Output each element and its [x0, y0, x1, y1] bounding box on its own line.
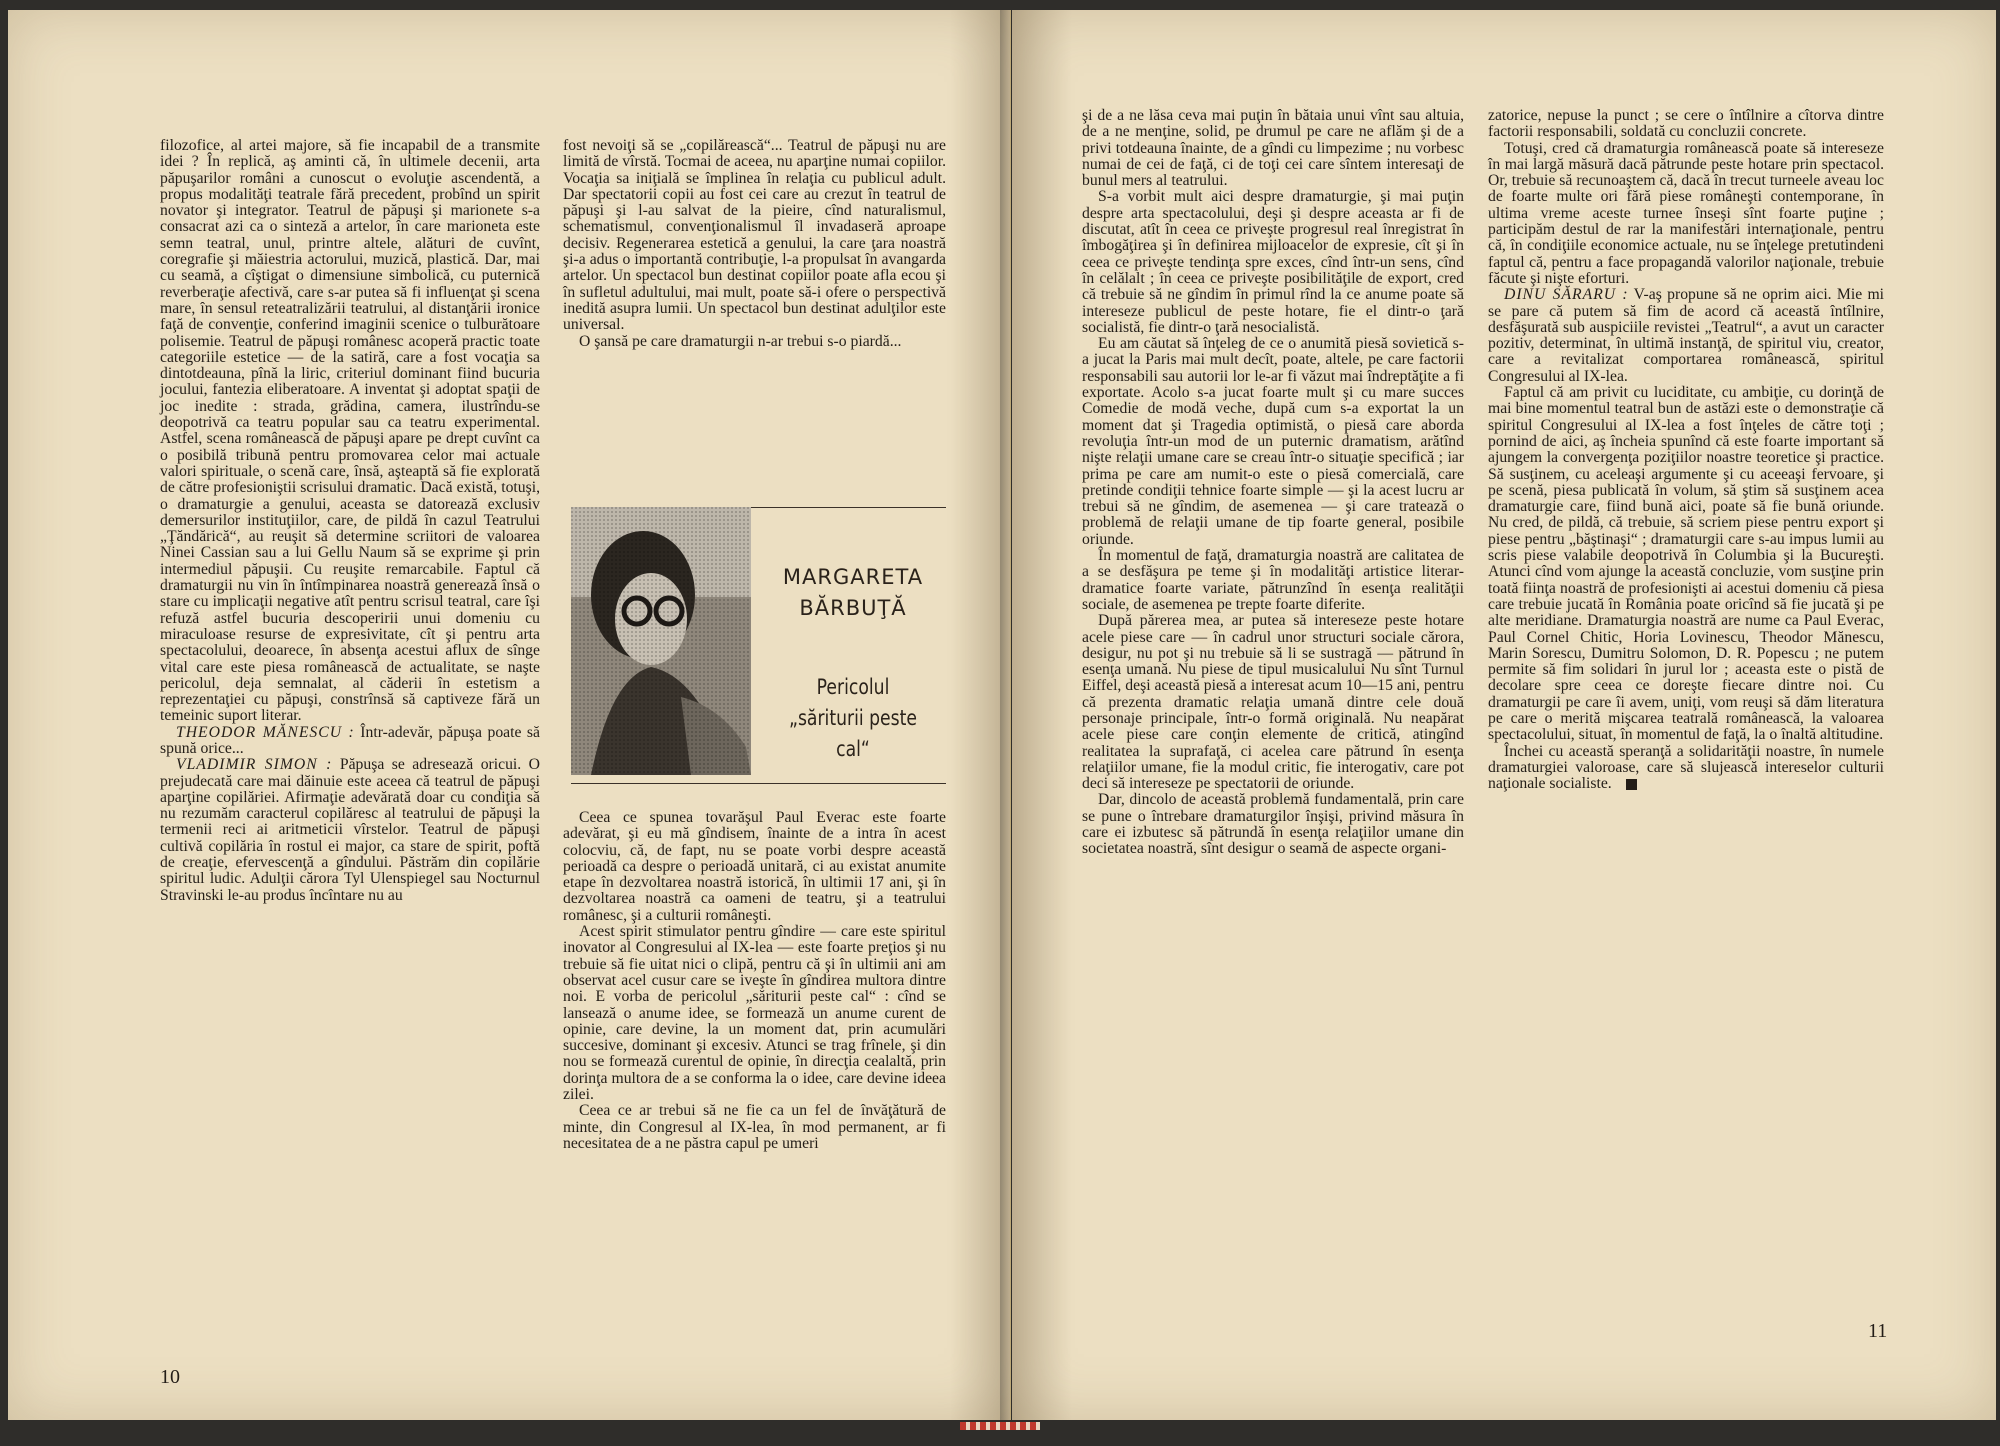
right-column-2: [1488, 108, 1884, 792]
paragraph: O şansă pe care dramaturgii n-ar trebui s-o piardă...: [579, 332, 902, 350]
fold-shadow: [1012, 10, 1072, 1420]
paragraph: În momentul de faţă, dramaturgia noastră are calitatea de a se desfăşura pe teme şi în modalităţi artistice literar-dramatice foarte variate, pătrunzînd în esenţa realităţii sociale, de asemenea pe trepte foarte diferite.: [1082, 547, 1464, 613]
paragraph: filozofice, al artei majore, să fie incapabil de a transmite idei ? În replică, aş aminti că, în ultimele decenii, arta păpuşarilor români a cunoscut o evoluţie ascendentă, a propus modalităţi teatrale fără precedent, probînd un spirit novator şi integrator. Teatrul de păpuşi şi marionete s-a consacrat azi ca o sinteză a artelor, în care marioneta este semn teatral, unul, printre altele, alături de cuvînt, coregrafie şi măiestria actorului, muzică, plastică. Dar, mai cu seamă, a cîştigat o dimensiune simbolică, cu puternică reverberaţie afectivă, care s-ar putea să fi influenţat şi scena mare, în sensul reteatralizării teatrului, al distanţării ironice faţă de convenţie, conferind imaginii scenice o tulburătoare polisemie. Teatrul de păpuşi românesc acoperă practic toate categoriile estetice — de la satiră, care a fost vocaţia sa dintotdeauna, pînă la liric, criteriul dominant fiind bucuria jocului, fantezia eliberatoare. A inventat şi adoptat spaţii de joc inedite : strada, grădina, camera, ilustrîndu-se deopotrivă ca teatru popular sau ca teatru experimental. Astfel, scena românească de păpuşi apare pe drept cuvînt ca o posibilă tribună pentru promovarea celor mai actuale valori spirituale, o scenă care, însă, aşteaptă să fie explorată de către profesioniştii scrisului dramatic. Dacă există, totuşi, o dramaturgie a genului, aceasta se datorează exclusiv demersurilor instituţiilor, care, de pildă în cazul Teatrului „Ţăndărică“, au reuşit să determine scriitori de valoarea Ninei Cassian sau a lui Gellu Naum să se exprime şi prin intermediul păpuşii. Cu reuşite remarcabile. Faptul că dramaturgii nu vin în întîmpinarea noastră generează însă o stare cu implicaţii negative atît pentru scrisul teatral, care îşi refuză astfel bucuria descoperirii unui domeniu cu miraculoase resurse de expresivitate, cît şi pentru arta spectacolului, deoarece, în absenţa acestui aflux de sînge vital care este piesa românească de actualitate, se naşte pericolul, deja semnalat, al căderii în estetism a reprezentaţiei cu păpuşi, constrînsă să captiveze fără un temeinic suport literar.: [160, 137, 540, 725]
left-column-2: [563, 138, 946, 350]
paragraph: şi de a ne lăsa ceva mai puţin în bătaia unui vînt sau altuia, de a ne menţine, solid, pe drumul pe care ne aflăm şi de a privi totdeauna înainte, de a gîndi cu limpezime ; nu vorbesc numai de cei de faţă, ci de toţi cei care sîntem interesaţi de bunul mers al teatrului.: [1082, 107, 1464, 190]
left-column-1: [160, 138, 540, 904]
left-page: [8, 10, 1011, 1420]
portrait-image: [571, 507, 751, 775]
left-column-3: [563, 810, 946, 1152]
paragraph: Ceea ce ar trebui să ne fie ca un fel de învăţătură de minte, din Congresul al IX-lea, în mod permanent, ar fi necesitatea de a ne păstra capul pe umeri: [563, 1102, 946, 1152]
paragraph: Eu am căutat să înţeleg de ce o anumită piesă sovietică s-a jucat la Paris mai mult decît, poate, altele, pe care factorii responsabili sau autorii lor le-ar fi văzut mai îndreptăţite a fi exportate. Acolo s-a jucat foarte mult şi cu mare succes Comedie de modă veche, după cum s-a exportat la un moment dat şi Tragedia optimistă, o piesă care aborda revoluţia într-un mod de un puternic dramatism, arătînd nişte relaţii umane care se creau într-o situaţie specifică ; iar prima pe care am numit-o este o piesă comercială, care pretinde condiţii tehnice foarte simple — şi la acest lucru ar trebui să ne gîndim, de asemenea — şi care tratează o problemă de relaţii umane de tip foarte general, posibile oriunde.: [1082, 335, 1464, 548]
paragraph: Dar, dincolo de această problemă fundamentală, prin care se pune o întrebare dramaturgilor înşişi, privind măsura în care ei izbutesc să pătrundă în esenţa relaţiilor umane din societatea noastră, sînt desigur o seamă de aspecte organi-: [1082, 791, 1464, 858]
author-portrait-photo: [571, 507, 751, 775]
right-page: [1012, 10, 1996, 1420]
speaker-name: VLADIMIR SIMON :: [176, 756, 333, 774]
article-heading: [758, 562, 948, 765]
article-bottom-rule: [571, 783, 946, 784]
paragraph: [1488, 287, 1884, 385]
article-title-line-1: Pericolul: [816, 675, 890, 699]
end-of-article-mark: [1626, 779, 1637, 790]
paragraph: [160, 757, 540, 904]
page-number: 10: [160, 1366, 180, 1388]
author-name-line-2: BĂRBUŢĂ: [799, 596, 907, 620]
article-title-line-2: „săriturii peste cal“: [789, 706, 917, 761]
paragraph: S-a vorbit mult aici despre dramaturgie, şi mai puţin despre arta spectacolului, deşi şi despre aceasta ar fi de discutat, atît în ceea ce priveşte progresul real înregistrat în îmbogăţirea şi în definirea mijloacelor de expresie, cît şi în ceea ce priveşte tendinţa spre exces, cînd într-un sens, cînd în celălalt ; în ceea ce priveşte posibilităţile de export, cred că trebuie să ne gîndim în primul rînd la ce anume poate să intereseze publicul de peste hotare, fie el dintr-o ţară socialistă, fie dintr-o ţară nesocialistă.: [1082, 188, 1464, 336]
bookmark-ribbon: [960, 1422, 1040, 1430]
paragraph: [1488, 744, 1884, 793]
author-name-line-1: MARGARETA: [782, 565, 924, 589]
speaker-name: THEODOR MĂNESCU :: [176, 723, 355, 741]
paragraph: fost nevoiţi să se „copilărească“... Teatrul de păpuşi nu are limită de vîrstă. Tocmai de aceea, nu aparţine numai copiilor. Vocaţia sa iniţială se împlinea în relaţia cu publicul adult. Dar spectatorii copii au fost cei care au crezut în teatrul de păpuşi şi l-au salvat de la pieire, cînd naturalismul, schematismul, convenţionalismul îl invadaseră aproape decisiv. Regenerarea estetică a genului, la care ţara noastră şi-a adus o importantă contribuţie, l-a propulsat în avangarda artelor. Un spectacol bun destinat copiilor poate afla ecou şi în sufletul adultului, mai mult, poate să-i ofere o perspectivă inedită asupra lumii. Un spectacol bun destinat adulţilor este universal.: [563, 137, 946, 334]
paragraph: Ceea ce spunea tovarăşul Paul Everac este foarte adevărat, şi eu mă gîndisem, înainte de a intra în acest colocviu, că, de fapt, nu se poate vorbi despre această perioadă ca despre o perioadă unitară, ci au existat anumite etape în dezvoltarea noastră istorică, în ultimii 17 ani, şi în dezvoltarea noastră ca oameni de teatru, şi a teatrului românesc, şi a culturii româneşti.: [563, 809, 946, 924]
speech-text: V-aş propune să ne oprim aici. Mie mi se pare că putem să fim de acord că această întîlnire, desfăşurată sub auspiciile revistei „Teatrul“, a avut un caracter pozitiv, determinat, în ultimă instanţă, de spiritul viu, creator, care a revitalizat comportarea românească, spiritul Congresului al IX-lea.: [1488, 286, 1885, 385]
right-column-1: [1082, 108, 1464, 858]
paragraph: Faptul că am privit cu luciditate, cu ambiţie, cu dorinţă de mai bine momentul teatral bun de astăzi este o demonstraţie că spiritul Congresului al IX-lea a fost înţeles de către toţi ; pornind de aici, aş încheia spunînd că este foarte important să ajungem la convergenţa poziţiilor noastre teoretice şi practice. Să susţinem, cu aceleaşi argumente şi cu aceeaşi fervoare, şi pe scenă, piesa publicată în volum, să ştim să susţinem acea dramaturgie care, fiind bună aici, poate să fie bună oriunde. Nu cred, de pildă, că trebuie, să scriem piese pentru export şi piese pentru „băştinaşi“ ; dramaturgii care s-au impus lumii au scris piese valabile deopotrivă în Columbia şi la Bucureşti. Atunci cînd vom ajunge la această concluzie, vom susţine prin toată fiinţa noastră de profesionişti ai acestui domeniu că piesa care trebuie jucată în România poate oricînd să fie jucată şi pe alte meridiane. Dramaturgia noastră are nume ca Paul Everac, Paul Cornel Chitic, Horia Lovinescu, Theodor Mănescu, Marin Sorescu, Dumitru Solomon, D. R. Popescu ; ne putem permite să fim solidari în jurul lor ; aceasta este o pistă de decolare spre ceea ce doreşte fiecare dintre noi. Cu dramaturgii pe care îi avem, uniţi, vom reuşi să dăm literatura pe care o merită mişcarea teatrală românească, la valoarea spectacolului, situat, în momentul de faţă, la o înaltă altitudine.: [1488, 384, 1884, 744]
speech-text: Păpuşa se adresează oricui. O prejudecată care mai dăinuie este aceea că teatrul de păpuşi aparţine copilăriei. Afirmaţie adevărată doar cu condiţia să nu rezumăm caracterul copilăresc al teatrului de păpuşi la termenii reci ai aritmeticii vîrstelor. Teatrul de păpuşi cultivă copilăria în rostul ei major, ca stare de spirit, poftă de creaţie, efervescenţă a gîndului. Păstrăm din copilărie spiritul ludic. Adulţii cărora Tyl Ulenspiegel sau Nocturnul Stravinski le-au produs încîntare nu au: [160, 756, 540, 904]
closing-text: Închei cu această speranţă a solidarităţii noastre, în numele dramaturgiei valoroase, care să slujească intereselor culturii naţionale socialiste.: [1488, 742, 1884, 793]
paragraph: Acest spirit stimulator pentru gîndire — care este spiritul inovator al Congresului al IX-lea — este foarte preţios şi nu trebuie să fie uitat nici o clipă, pentru că şi în ultimii ani am observat acel cusur care se iveşte în gîndirea multora dintre noi. E vorba de pericolul „săriturii peste cal“ : cînd se lansează o anume idee, se formează un anume curent de opinie, care devine, la un moment dat, prin acumulări succesive, dominant şi excesiv. Atunci se trag frînele, şi din nou se formează curentul de opinie, în direcţia cealaltă, prin dorinţa multora de a se conforma la o idee, care devine ideea zilei.: [563, 923, 946, 1104]
speech-text: Într-adevăr, păpuşa poate să spună orice...: [160, 723, 541, 757]
paragraph: [160, 725, 540, 758]
paragraph: După părerea mea, ar putea să intereseze peste hotare acele piese care — în cadrul unor structuri sociale cărora, desigur, nu pot şi nu trebuie să li se sustragă — pătrund în esenţa umană. Nu piese de tipul musicalului Nu sînt Turnul Eiffel, deşi această piesă a interesat acum 10—15 ani, pentru că prezenta dramatic relaţia umană dintre cele două personaje principale, într-o formă originală. Nu neapărat acele piese care conţin elemente de critică, atingînd realitatea la suprafaţă, ci acelea care pătrund în esenţa relaţiilor umane, fie la modul critic, fie interogativ, care pot deci să intereseze pe spectatorii de oriunde.: [1082, 612, 1464, 793]
paragraph: Totuşi, cred că dramaturgia românească poate să intereseze în mai largă măsură dacă pătrunde peste hotare prin spectacol. Or, trebuie să recunoaştem că, dacă în trecut turneele aveau loc de foarte multe ori fără piese româneşti contemporane, în ultima vreme aceste turnee înseşi sînt foarte puţine ; participăm destul de rar la manifestări internaţionale, pentru că, în condiţiile economice actuale, nu se înţelege pretutindeni faptul că, pentru a face propagandă valorilor naţionale, trebuie făcute şi nişte eforturi.: [1488, 139, 1884, 287]
paragraph: zatorice, nepuse la punct ; se cere o întîlnire a cîtorva dintre factorii responsabili, soldată cu concluzii concrete.: [1488, 107, 1884, 141]
speaker-name: DINU SĂRARU :: [1504, 286, 1629, 304]
page-number: 11: [1868, 1320, 1888, 1342]
